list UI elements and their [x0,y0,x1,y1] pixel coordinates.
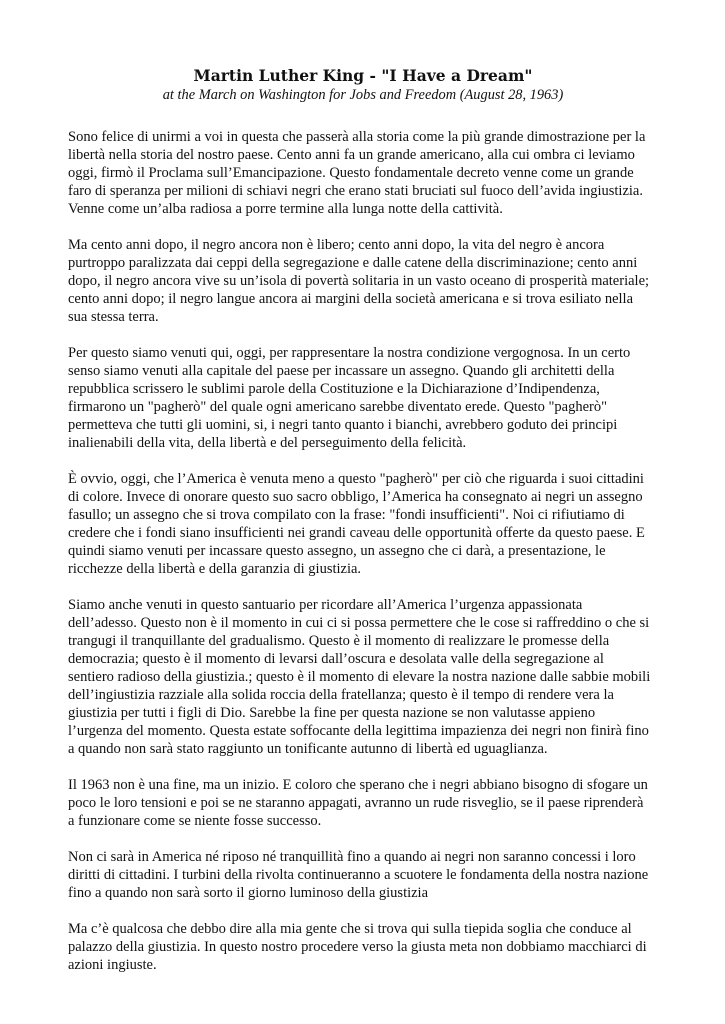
text-line: a funzionare come se niente fosse successo. [68,813,322,829]
text-line: senso siamo venuti alla capitale del paese per incassare un assegno. Quando gli architetti della [68,363,615,379]
text-line: fino a quando non sarà sorto il giorno luminoso della giustizia [68,885,429,901]
text-line: Siamo anche venuti in questo santuario per ricordare all’America l’urgenza appassionata [68,597,583,613]
text-line: diritti di cittadini. I turbini della rivolta continueranno a scuotere le fondamenta della nostra nazione [68,867,649,883]
text-line: firmarono un "pagherò" del quale ogni americano sarebbe diventato erede. Questo "pagherò" [68,399,608,415]
text-line: quindi siamo venuti per incassare questo assegno, un assegno che ci darà, a presentazione, le [68,543,606,559]
text-line: ricchezze della libertà e della garanzia di giustizia. [68,561,362,577]
paragraph [68,344,658,452]
text-line: azioni ingiuste. [68,957,157,973]
text-line: fasullo; un assegno che si trova compilato con la frase: "fondi insufficienti". Noi ci rifiutiamo di [68,507,625,523]
paragraph [68,848,658,902]
text-line: trangugi il tranquillante del gradualismo. Questo è il momento di realizzare le promesse della [68,633,610,649]
text-line: Venne come un’alba radiosa a porre termine alla lunga notte della cattività. [68,201,503,217]
paragraph [68,776,658,830]
text-line: dell’ingiustizia razziale alla solida roccia della fratellanza; questo è il tempo di rendere vera la [68,687,614,703]
text-line: di colore. Invece di onorare questo suo sacro obbligo, l’America ha consegnato ai negri un assegno [68,489,643,505]
text-line: Ma cento anni dopo, il negro ancora non è libero; cento anni dopo, la vita del negro è ancora [68,237,605,253]
text-line: sentiero radioso della giustizia.; questo è il momento di elevare la nostra nazione dalle sabbie mobili [68,669,651,685]
text-line: faro di speranza per milioni di schiavi negri che erano stati bruciati sul fuoco dell’avida ingiustizia. [68,183,643,199]
text-line: dopo, il negro ancora vive su un’isola di povertà solitaria in un vasto oceano di prosperità materiale; [68,273,650,289]
paragraph [68,236,658,326]
text-line: Sono felice di unirmi a voi in questa che passerà alla storia come la più grande dimostrazione per la [68,129,646,145]
text-line: l’urgenza del momento. Questa estate soffocante della legittima impazienza dei negri non finirà fino [68,723,649,739]
text-line: È ovvio, oggi, che l’America è venuta meno a questo "pagherò" per ciò che riguarda i suoi cittadini [68,471,644,487]
text-line: Non ci sarà in America né riposo né tranquillità fino a quando ai negri non saranno concessi i loro [68,849,636,865]
text-line: sua stessa terra. [68,309,159,325]
text-line: Per questo siamo venuti qui, oggi, per rappresentare la nostra condizione vergognosa. In un certo [68,345,631,361]
text-line: dell’adesso. Questo non è il momento in cui ci si possa permettere che le cose si raffreddino o che si [68,615,650,631]
text-line: a quando non sarà stato raggiunto un tonificante autunno di libertà ed uguaglianza. [68,741,548,757]
document-body [68,128,658,974]
text-line: democrazia; questo è il momento di levarsi dall’oscura e desolata valle della segregazione al [68,651,604,667]
text-line: permetteva che tutti gli uomini, si, i negri tanto quanto i bianchi, avrebbero goduto dei principi [68,417,618,433]
text-line: Il 1963 non è una fine, ma un inizio. E coloro che sperano che i negri abbiano bisogno di sfogare un [68,777,648,793]
paragraph [68,470,658,578]
paragraph [68,128,658,218]
paragraph [68,596,658,758]
text-line: Ma c’è qualcosa che debbo dire alla mia gente che si trova qui sulla tiepida soglia che conduce al [68,921,632,937]
text-line: libertà nella storia del nostro paese. Cento anni fa un grande americano, alla cui ombra ci leviamo [68,147,635,163]
text-line: palazzo della giustizia. In questo nostro procedere verso la giusta meta non dobbiamo macchiarci di [68,939,647,955]
paragraph [68,920,658,974]
text-line: purtroppo paralizzata dai ceppi della segregazione e dalle catene della discriminazione; cento anni [68,255,638,271]
text-line: oggi, firmò il Proclama sull’Emancipazione. Questo fondamentale decreto venne come un grande [68,165,634,181]
document-page [68,66,658,992]
document-subtitle: at the March on Washington for Jobs and Freedom (August 28, 1963) [162,87,564,103]
text-line: inalienabili della vita, della libertà e del perseguimento della felicità. [68,435,467,451]
text-line: credere che i fondi siano insufficienti nei grandi caveau delle opportunità offerte da questo paese. E [68,525,645,541]
text-line: repubblica scrissero le sublimi parole della Costituzione e la Dichiarazione d’Indipendenza, [68,381,600,397]
text-line: giustizia per tutti i figli di Dio. Sarebbe la fine per questa nazione se non valutasse appieno [68,705,596,721]
document-title: Martin Luther King - "I Have a Dream" [193,66,533,85]
text-line: cento anni dopo; il negro langue ancora ai margini della società americana e si trova esiliato nella [68,291,634,307]
text-line: poco le loro tensioni e poi se ne staranno appagati, avranno un rude risveglio, se il paese riprenderà [68,795,644,811]
